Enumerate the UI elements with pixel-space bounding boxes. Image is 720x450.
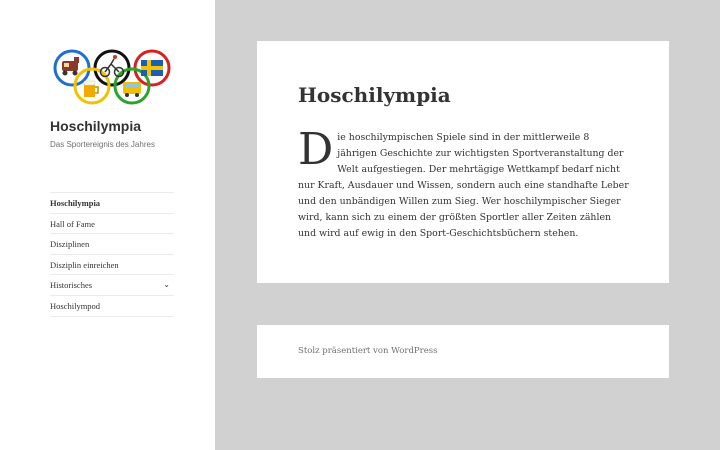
entry-card: [257, 41, 669, 283]
ring-black: [95, 51, 129, 85]
nav-item-label: Historisches: [50, 280, 93, 291]
nav-item-label: Hoschilympod: [50, 300, 101, 311]
entry-content: [298, 124, 629, 242]
nav-item-hall-of-fame[interactable]: [50, 214, 174, 235]
nav-item-label: Disziplinen: [50, 239, 90, 250]
swedish-flag-icon: [141, 60, 163, 76]
site-footer: [257, 325, 669, 378]
nav-item-label: Disziplin einreichen: [50, 259, 119, 270]
site-description: Das Sportereignis des Jahres: [50, 140, 155, 149]
nav-item-disziplin-einreichen[interactable]: [50, 255, 174, 276]
beer-icon: [84, 81, 98, 97]
nav-item-hoschilympia[interactable]: [50, 193, 174, 214]
nav-item-label: Hoschilympia: [50, 198, 101, 208]
site-logo[interactable]: [50, 48, 174, 106]
drop-cap: D: [298, 124, 334, 175]
footer-credit-link[interactable]: Stolz präsentiert von WordPress: [298, 346, 438, 356]
site-title[interactable]: Hoschilympia: [50, 118, 142, 134]
nav-item-hoschilympod[interactable]: [50, 296, 174, 317]
nav-item-disziplinen[interactable]: [50, 234, 174, 255]
sidebar: [0, 0, 215, 450]
nav-item-label: Hall of Fame: [50, 218, 95, 229]
main-navigation: [50, 192, 174, 317]
bus-icon: [123, 82, 141, 97]
nav-item-historisches[interactable]: [50, 275, 174, 296]
chevron-down-icon[interactable]: ⌄: [163, 280, 170, 290]
entry-title: Hoschilympia: [298, 83, 451, 107]
entry-body-text: ie hoschilympischen Spiele sind in der mittlerweile 8 jährigen Geschichte zur wichtigsten Sportveranstaltung der Welt aufgestiegen. Der mehrtägige Wettkampf bedarf nicht nur Kraft, Ausdauer und Wissen, sondern auch eine standhafte Leber und den unbändigen Willen zum Sieg. Wer hoschilympischer Sieger wird, kann sich zu einem der größten Sportler aller Zeiten zählen und wird auf ewig in den Sport-Geschichtsbüchern stehen.: [298, 132, 629, 239]
